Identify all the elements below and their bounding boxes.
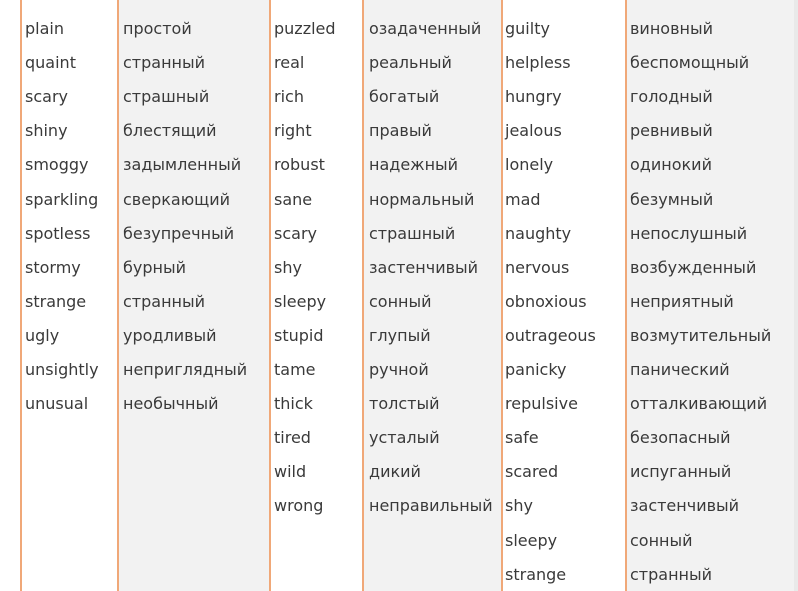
word-cell: застенчивый bbox=[369, 257, 479, 277]
word-cell: ручной bbox=[369, 360, 429, 379]
word-cell: возмутительный bbox=[630, 325, 772, 345]
word-cell: rich bbox=[274, 87, 304, 107]
word-cell: spotless bbox=[25, 223, 91, 243]
column-divider bbox=[625, 0, 627, 591]
word-cell: plain bbox=[25, 19, 64, 38]
word-cell: одинокий bbox=[630, 155, 712, 175]
word-cell: неприятный bbox=[630, 291, 734, 311]
column-divider bbox=[20, 0, 22, 591]
word-cell: ugly bbox=[25, 325, 60, 345]
word-cell: сонный bbox=[369, 291, 432, 311]
word-cell: богатый bbox=[369, 87, 440, 107]
word-cell: беспомощный bbox=[630, 53, 750, 73]
word-cell: shiny bbox=[25, 121, 68, 141]
word-cell: бурный bbox=[123, 257, 186, 277]
word-cell: непослушный bbox=[630, 223, 748, 243]
word-cell: lonely bbox=[505, 155, 554, 175]
word-cell: испуганный bbox=[630, 462, 732, 482]
word-cell: nervous bbox=[505, 257, 570, 277]
word-cell: scary bbox=[25, 87, 68, 107]
word-cell: naughty bbox=[505, 223, 572, 243]
word-cell: реальный bbox=[369, 53, 452, 73]
word-cell: необычный bbox=[123, 394, 219, 414]
word-cell: нормальный bbox=[369, 189, 475, 209]
word-cell: outrageous bbox=[505, 325, 596, 345]
word-cell: sleepy bbox=[505, 530, 558, 550]
word-cell: robust bbox=[274, 155, 325, 175]
word-cell: сверкающий bbox=[123, 189, 231, 209]
word-cell: страшный bbox=[123, 87, 210, 107]
word-cell: безупречный bbox=[123, 223, 235, 243]
word-cell: безумный bbox=[630, 189, 714, 209]
word-cell: tired bbox=[274, 428, 311, 448]
word-cell: застенчивый bbox=[630, 496, 740, 516]
right-edge bbox=[794, 0, 798, 591]
word-cell: real bbox=[274, 53, 305, 73]
column-divider bbox=[269, 0, 271, 591]
word-cell: простой bbox=[123, 19, 192, 38]
word-cell: глупый bbox=[369, 325, 431, 345]
word-cell: странный bbox=[630, 564, 713, 584]
word-cell: правый bbox=[369, 121, 432, 141]
word-cell: panicky bbox=[505, 360, 567, 379]
word-cell: hungry bbox=[505, 87, 562, 107]
word-cell: усталый bbox=[369, 428, 440, 448]
word-cell: shy bbox=[505, 496, 533, 516]
word-cell: unusual bbox=[25, 394, 89, 414]
column-divider bbox=[362, 0, 364, 591]
word-cell: smoggy bbox=[25, 155, 89, 175]
word-cell: толстый bbox=[369, 394, 440, 414]
word-cell: guilty bbox=[505, 19, 550, 38]
word-cell: stormy bbox=[25, 257, 81, 277]
word-cell: задымленный bbox=[123, 155, 242, 175]
word-cell: wrong bbox=[274, 496, 324, 516]
word-cell: возбужденный bbox=[630, 257, 757, 277]
word-cell: неправильный bbox=[369, 496, 493, 516]
word-cell: shy bbox=[274, 257, 302, 277]
word-cell: strange bbox=[25, 291, 87, 311]
word-cell: надежный bbox=[369, 155, 459, 175]
word-cell: quaint bbox=[25, 53, 76, 73]
word-cell: puzzled bbox=[274, 19, 336, 38]
word-cell: уродливый bbox=[123, 325, 217, 345]
word-cell: озадаченный bbox=[369, 19, 482, 38]
word-cell: блестящий bbox=[123, 121, 217, 141]
word-cell: странный bbox=[123, 291, 206, 311]
word-cell: виновный bbox=[630, 19, 713, 38]
word-cell: jealous bbox=[505, 121, 562, 141]
word-cell: wild bbox=[274, 462, 307, 482]
word-cell: scary bbox=[274, 223, 317, 243]
word-cell: helpless bbox=[505, 53, 571, 73]
word-cell: странный bbox=[123, 53, 206, 73]
word-cell: tame bbox=[274, 360, 316, 379]
word-cell: scared bbox=[505, 462, 559, 482]
word-cell: панический bbox=[630, 360, 730, 379]
word-cell: stupid bbox=[274, 325, 324, 345]
word-cell: unsightly bbox=[25, 360, 99, 379]
word-cell: right bbox=[274, 121, 312, 141]
word-cell: отталкивающий bbox=[630, 394, 768, 414]
word-cell: sleepy bbox=[274, 291, 327, 311]
word-cell: ревнивый bbox=[630, 121, 713, 141]
word-cell: mad bbox=[505, 189, 541, 209]
word-cell: sane bbox=[274, 189, 313, 209]
word-cell: безопасный bbox=[630, 428, 731, 448]
word-cell: сонный bbox=[630, 530, 693, 550]
word-cell: страшный bbox=[369, 223, 456, 243]
word-cell: obnoxious bbox=[505, 291, 587, 311]
word-cell: safe bbox=[505, 428, 539, 448]
word-cell: repulsive bbox=[505, 394, 578, 414]
word-cell: дикий bbox=[369, 462, 421, 482]
word-cell: thick bbox=[274, 394, 313, 414]
word-cell: sparkling bbox=[25, 189, 99, 209]
column-divider bbox=[501, 0, 503, 591]
word-cell: голодный bbox=[630, 87, 713, 107]
word-cell: неприглядный bbox=[123, 360, 248, 379]
word-cell: strange bbox=[505, 564, 567, 584]
column-divider bbox=[117, 0, 119, 591]
